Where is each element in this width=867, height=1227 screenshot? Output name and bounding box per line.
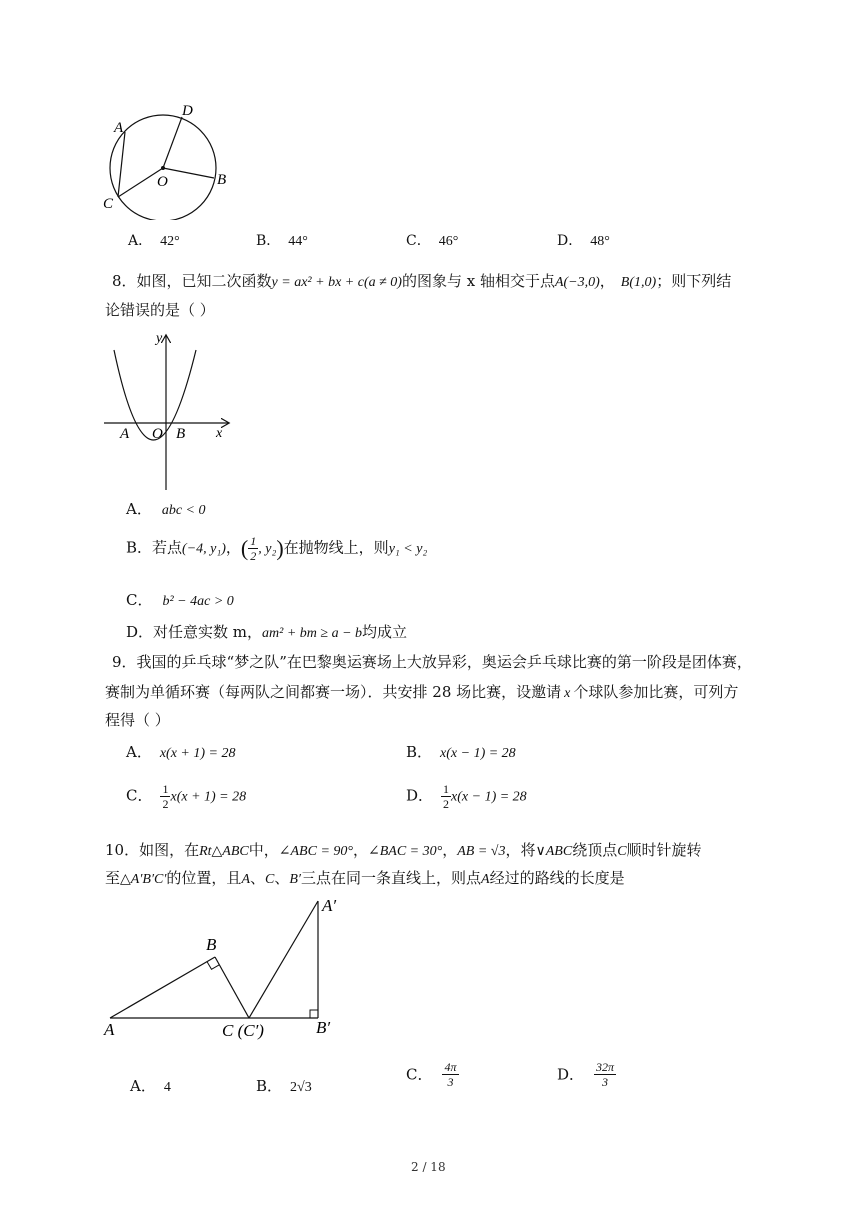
q10-label-a-prime: A′ [322,896,337,915]
q10-option-a: A． 4 [130,1077,171,1095]
q7-label-b: B [217,172,227,188]
q7-option-a: A． 42° [128,233,180,249]
q10-label-b: B [206,935,217,954]
q10-option-b: B． 2√3 [256,1077,312,1095]
q8-stem-line1: 8．如图，已知二次函数y = ax² + bx + c(a ≠ 0)的图象与 x 轴相交于点A(−3,0)， B(1,0)；则下列结 [112,272,732,290]
page-number: 2 / 18 [411,1160,446,1174]
q9-stem-line3: 程得（ ） [105,711,170,729]
q10-stem-line1: 10．如图，在Rt△ABC中，∠ABC = 90°，∠BAC = 30°，AB = √3，将∨ABC绕顶点C顺时针旋转 [105,841,702,859]
q8-option-a: A． abc < 0 [126,500,206,518]
q8-label-x: x [216,426,223,441]
q7-option-b: B． 44° [256,233,308,249]
q10-label-b-prime: B′ [316,1018,331,1037]
q9-option-b: B． x(x − 1) = 28 [406,743,516,761]
q7-option-c: C． 46° [406,233,459,249]
q10-option-c: C． $\frac{4\pi}{3}$ [406,1060,457,1089]
q8-stem-line2: 论错误的是（ ） [105,301,215,319]
q7-option-d: D． 48° [557,233,610,249]
q7-circle-figure [100,100,230,220]
q9-stem-line1: 9．我国的乒乓球“梦之队”在巴黎奥运赛场上大放异彩，奥运会乒乓球比赛的第一阶段是团体赛， [112,653,752,671]
q7-label-d: D [182,103,193,119]
q10-stem-line2: 至△A′B′C′的位置，且A、C、B′三点在同一条直线上，则点A经过的路线的长度是 [105,869,625,887]
q8-label-a: A [120,426,130,442]
q7-label-c: C [103,196,114,212]
q7-label-o: O [157,174,168,190]
q10-label-c: C (C′) [222,1021,264,1040]
q9-stem-line2: 赛制为单循环赛（每两队之间都赛一场）．共安排 28 场比赛，设邀请 x 个球队参加比赛，可列方 [105,683,739,701]
q10-label-a: A [104,1020,115,1039]
q7-label-a: A [114,120,124,136]
q8-option-b: B．若点(−4, y₁)，( $\frac{1}{2}$ , y₂)在抛物线上，则y₁ < y₂ [126,534,428,563]
q9-option-a: A． x(x + 1) = 28 [126,743,236,761]
q8-option-d: D．对任意实数 m，am² + bm ≥ a − b均成立 [126,623,408,641]
q8-label-o: O [152,426,163,442]
q8-parabola-figure [100,330,240,495]
q8-option-c: C． b² − 4ac > 0 [126,591,234,609]
q8-label-b: B [176,426,186,442]
q9-option-d: D． $\frac{1}{2}$ x(x − 1) = 28 [406,782,527,811]
q9-option-c: C． $\frac{1}{2}$ x(x + 1) = 28 [126,782,247,811]
q10-option-d: D． $\frac{32\pi}{3}$ [557,1060,615,1089]
q10-triangle-figure [100,893,360,1043]
q8-label-y: y [156,331,163,346]
